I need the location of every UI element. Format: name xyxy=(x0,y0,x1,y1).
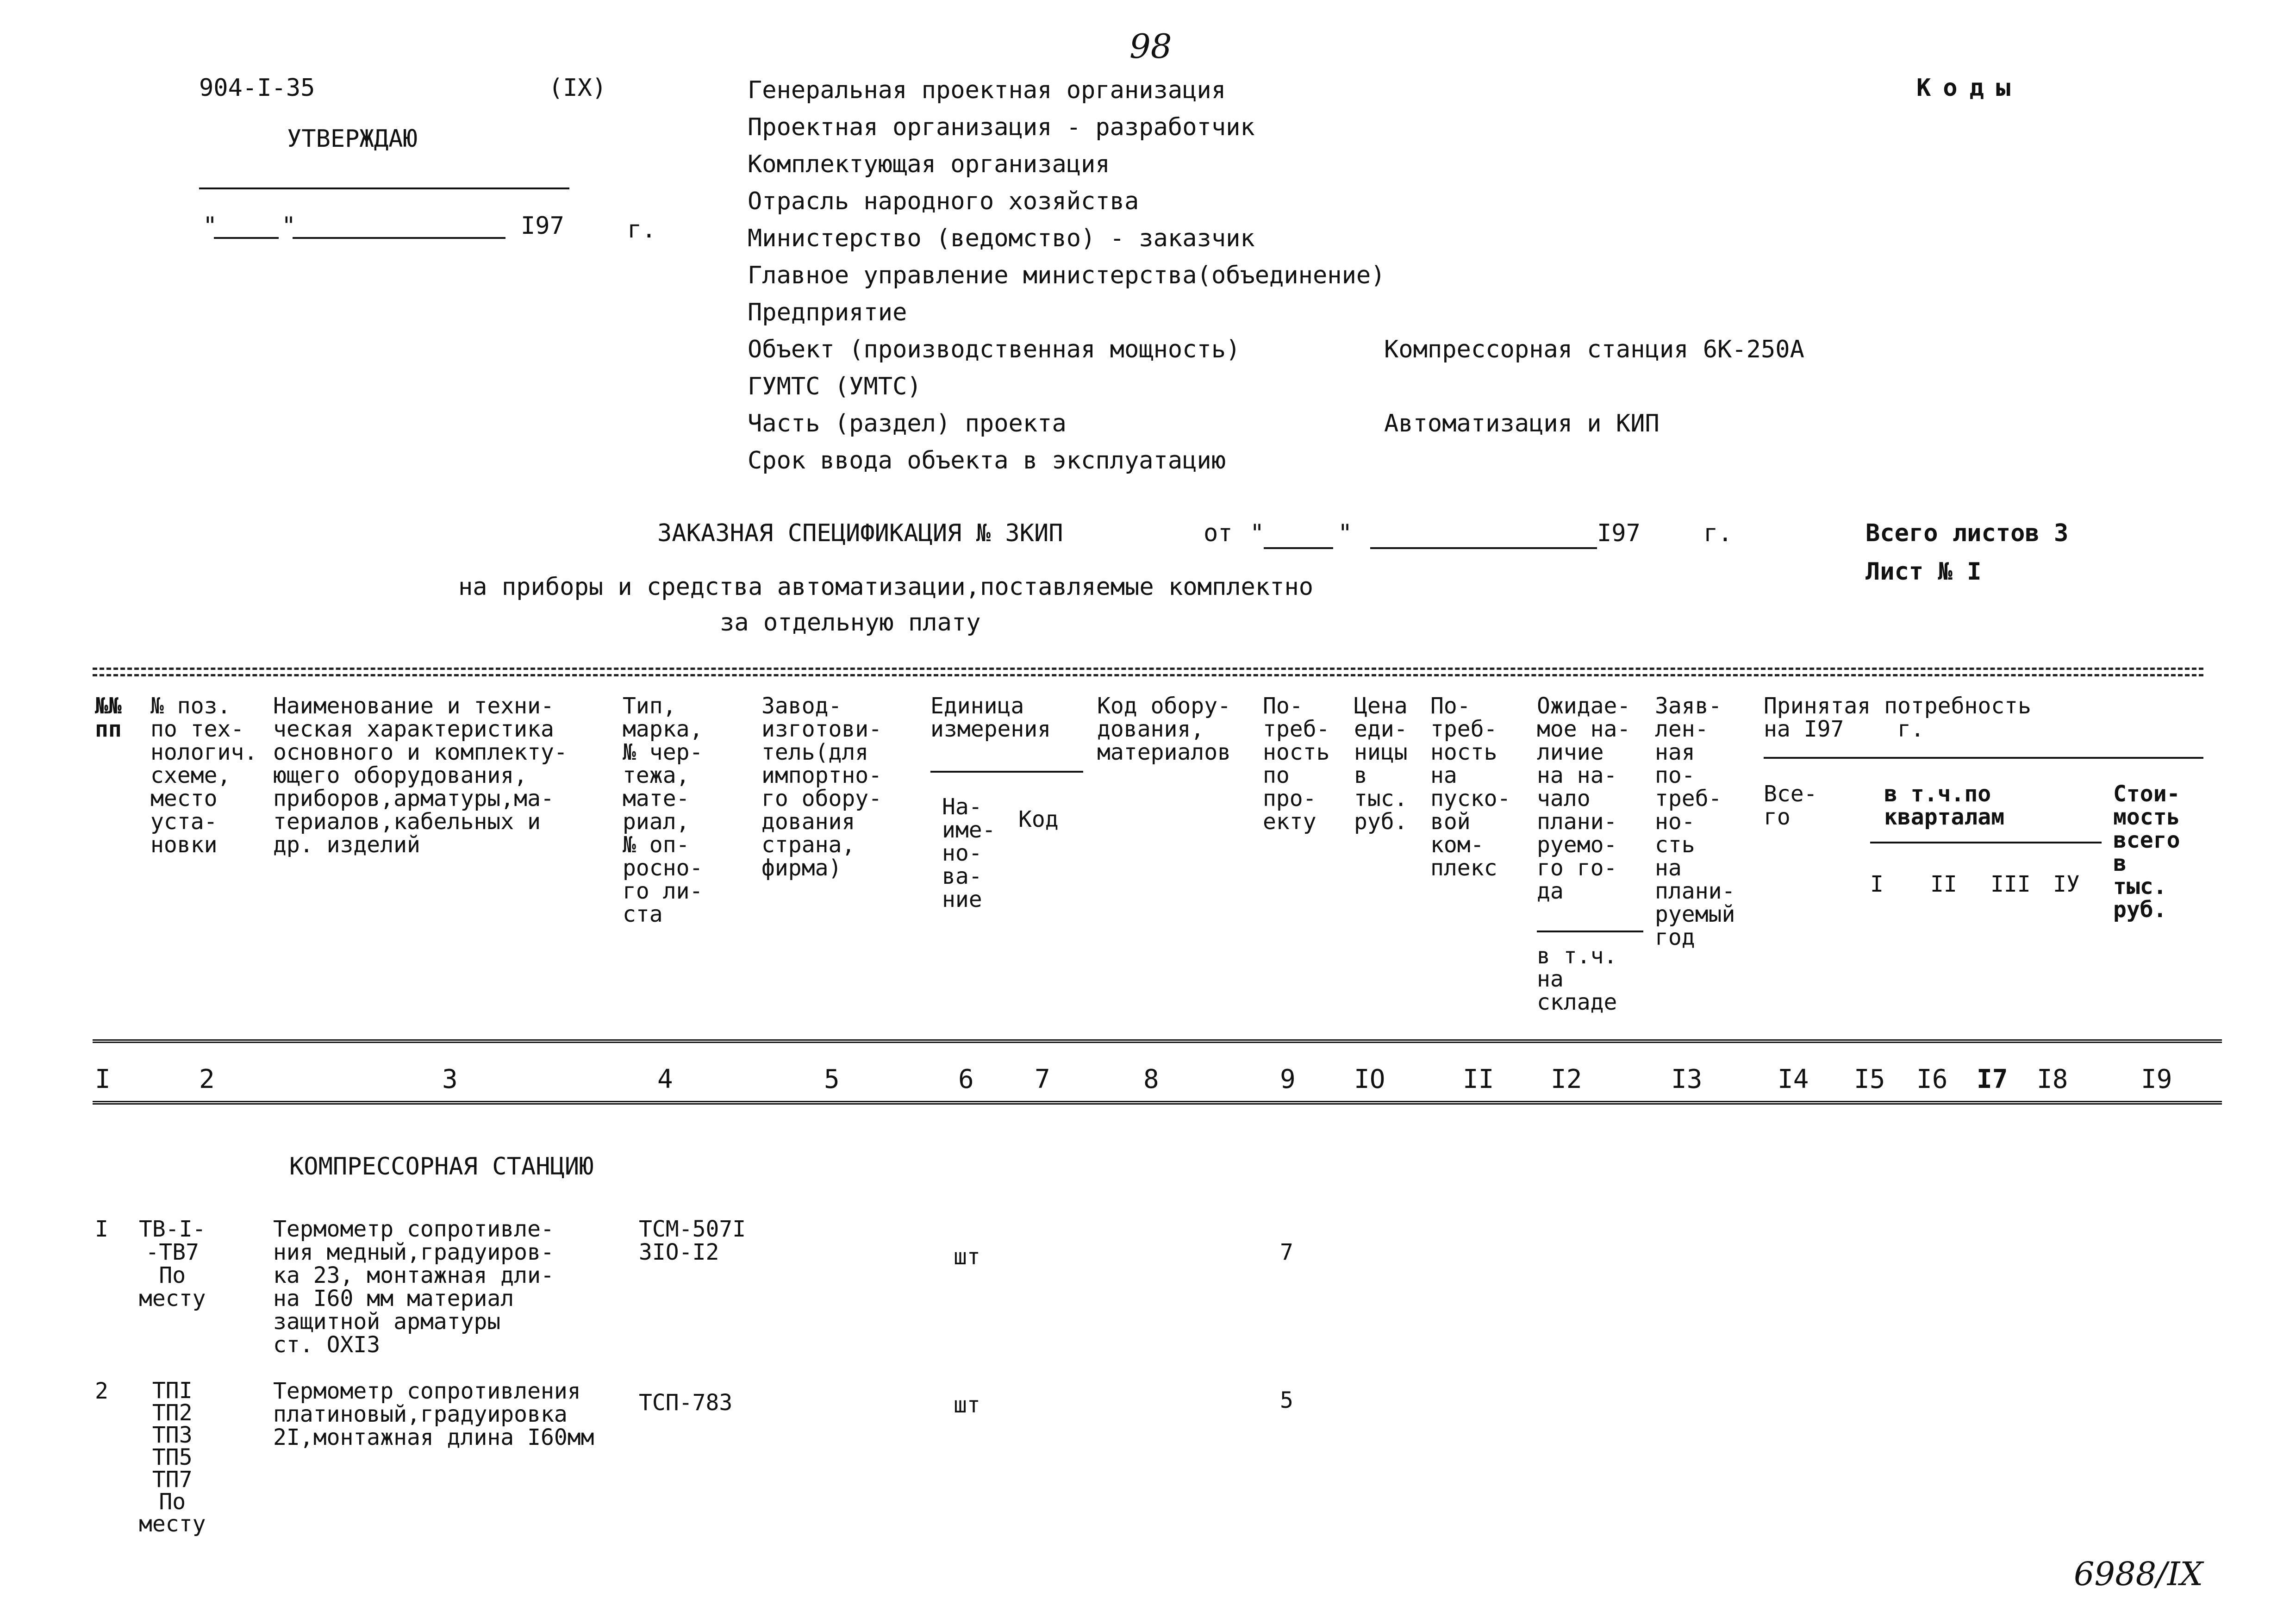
sheets-total: Всего листов 3 xyxy=(1866,519,2069,547)
row-2-number: 2 xyxy=(95,1378,108,1404)
row-1-type: ТСМ-507I 3IO-I2 xyxy=(639,1216,746,1265)
row-2-unit: шт xyxy=(954,1392,980,1418)
col-header-q3: III xyxy=(1990,871,2031,897)
column-number: 5 xyxy=(824,1064,840,1094)
col-header-position: № поз. по тех- нологич. схеме, место уста- новки xyxy=(150,693,258,858)
col-header-unit-group: Единица измерения xyxy=(930,693,1051,742)
column-number: I3 xyxy=(1671,1064,1703,1094)
spec-year: I97 xyxy=(1597,519,1641,547)
column-number: I7 xyxy=(1977,1064,2008,1094)
row-2-position: ТПI ТП2 ТП3 ТП5 ТП7 По месту xyxy=(139,1378,206,1537)
column-number: II xyxy=(1463,1064,1494,1094)
column-number: I6 xyxy=(1916,1064,1948,1094)
page-number: 98 xyxy=(1129,27,1172,66)
corner-stamp: 6988/IX xyxy=(2074,1555,2203,1593)
column-number: I2 xyxy=(1551,1064,1582,1094)
col-header-q4: IУ xyxy=(2053,871,2080,897)
col-header-type: Тип, марка, № чер- тежа, мате- риал, № оп- росно- го ли- ста xyxy=(623,693,703,927)
approve-day-line xyxy=(214,237,279,239)
codes-label: Коды xyxy=(1916,74,2023,102)
approve-date-close-quote: " xyxy=(281,212,296,240)
approve-signature-line xyxy=(199,187,569,189)
org-field-ministry: Министерство (ведомство) - заказчик xyxy=(748,225,1255,252)
unit-group-rule xyxy=(930,771,1083,773)
org-field-developer: Проектная организация - разработчик xyxy=(748,113,1255,141)
org-field-deadline: Срок ввода объекта в эксплуатацию xyxy=(748,447,1226,475)
org-field-supplier: Комплектующая организация xyxy=(748,150,1110,178)
col-header-unit-code: Код xyxy=(1018,806,1059,832)
row-2-quantity: 5 xyxy=(1280,1387,1293,1413)
col-header-q1: I xyxy=(1870,871,1884,897)
section-title: КОМПРЕССОРНАЯ СТАНЦИЮ xyxy=(289,1153,594,1181)
spec-date-open-quote: " xyxy=(1250,519,1265,547)
column-number: 2 xyxy=(199,1064,215,1094)
org-field-object: Объект (производственная мощность) xyxy=(748,336,1241,363)
col-header-expected: Ожидае- мое на- личие на на- чало плани- руемо- го го- да xyxy=(1537,693,1631,904)
col-header-startup-need: По- треб- ность на пуско- вой ком- плекс xyxy=(1430,693,1511,881)
column-number: I9 xyxy=(2141,1064,2172,1094)
stock-sub-rule xyxy=(1537,931,1643,932)
row-1-quantity: 7 xyxy=(1280,1239,1293,1265)
approve-year-suffix: г. xyxy=(627,216,656,244)
spec-from: от xyxy=(1204,519,1233,547)
org-field-gumts: ГУМТС (УМТС) xyxy=(748,373,922,400)
row-1-number: I xyxy=(95,1216,108,1242)
accepted-group-rule xyxy=(1764,757,2203,759)
column-number: 3 xyxy=(442,1064,458,1094)
row-1-position: ТВ-I- -ТВ7 По месту xyxy=(139,1216,206,1312)
approve-month-line xyxy=(293,237,505,239)
spec-subtitle-2: за отдельную плату xyxy=(720,609,981,637)
column-number: 7 xyxy=(1035,1064,1050,1094)
col-header-in-stock: в т.ч. на складе xyxy=(1537,943,1617,1015)
doc-code: 904-I-35 xyxy=(199,74,315,102)
column-number: 4 xyxy=(657,1064,673,1094)
object-value: Компрессорная станция 6К-250А xyxy=(1384,336,1804,363)
section-value: Автоматизация и КИП xyxy=(1384,410,1660,437)
column-number: I8 xyxy=(2037,1064,2068,1094)
col-header-unit-name: На- име- но- ва- ние xyxy=(942,794,996,912)
col-header-total: Все- го xyxy=(1764,781,1817,830)
col-header-quarters: в т.ч.по кварталам xyxy=(1884,781,2005,830)
org-field-enterprise: Предприятие xyxy=(748,299,907,326)
spec-day-line xyxy=(1264,547,1333,549)
col-header-q2: II xyxy=(1930,871,1957,897)
org-field-main-dept: Главное управление министерства(объединение) xyxy=(748,262,1385,289)
row-1-unit: шт xyxy=(954,1244,980,1270)
volume-label: (IX) xyxy=(549,74,607,102)
org-field-general: Генеральная проектная организация xyxy=(748,76,1226,104)
col-header-row-no: №№ пп xyxy=(95,693,122,742)
col-header-declared: Заяв- лен- ная по- треб- но- сть на плани- руемый год xyxy=(1655,693,1735,950)
col-header-accepted-group: Принятая потребность на I97 г. xyxy=(1764,693,2031,742)
column-number: 8 xyxy=(1143,1064,1159,1094)
org-field-section: Часть (раздел) проекта xyxy=(748,410,1067,437)
header-bottom-rule xyxy=(93,1039,2222,1043)
column-number: I xyxy=(95,1064,111,1094)
sheet-number: Лист № I xyxy=(1866,558,1982,586)
row-2-type: ТСП-783 xyxy=(639,1390,733,1416)
org-field-branch: Отрасль народного хозяйства xyxy=(748,187,1139,215)
quarter-group-rule xyxy=(1870,842,2102,843)
column-number: I4 xyxy=(1778,1064,1809,1094)
spec-year-suffix: г. xyxy=(1703,519,1733,547)
column-number: IO xyxy=(1354,1064,1385,1094)
approve-label: УТВЕРЖДАЮ xyxy=(287,125,418,153)
row-2-name: Термометр сопротивления платиновый,градуировка 2I,монтажная длина I60мм xyxy=(273,1378,594,1450)
spec-date-close-quote: " xyxy=(1338,519,1353,547)
col-header-equipment-code: Код обору- дования, материалов xyxy=(1097,693,1231,765)
column-number: I5 xyxy=(1854,1064,1885,1094)
column-number: 6 xyxy=(958,1064,974,1094)
col-header-manufacturer: Завод- изготови- тель(для импортно- го обору- дования страна, фирма) xyxy=(761,693,882,881)
approve-year: I97 xyxy=(521,212,564,240)
row-1-name: Термометр сопротивле- ния медный,градуиров- ка 23, монтажная дли- на I60 мм материал защитной арматуры ст. ОХI3 xyxy=(273,1216,554,1358)
col-header-name: Наименование и техни- ческая характеристика основного и комплекту- ющего оборудования, приборов,арматуры,ма- териалов,кабельных и др. изделий xyxy=(273,693,568,858)
col-header-cost-total: Стои- мость всего в тыс. руб. xyxy=(2113,781,2180,923)
spec-month-line xyxy=(1370,547,1597,549)
col-header-need-project: По- треб- ность по про- екту xyxy=(1263,693,1330,835)
col-header-unit-price: Цена еди- ницы в тыс. руб. xyxy=(1354,693,1408,835)
table-top-rule xyxy=(93,668,2203,670)
approve-date-open-quote: " xyxy=(203,212,218,240)
spec-subtitle: на приборы и средства автоматизации,поставляемые комплектно xyxy=(458,573,1314,601)
column-number: 9 xyxy=(1280,1064,1296,1094)
spec-title: ЗАКАЗНАЯ СПЕЦИФИКАЦИЯ № ЗКИП xyxy=(657,519,1063,547)
table-top-rule-2 xyxy=(93,674,2203,676)
column-numbers-rule xyxy=(93,1101,2222,1105)
